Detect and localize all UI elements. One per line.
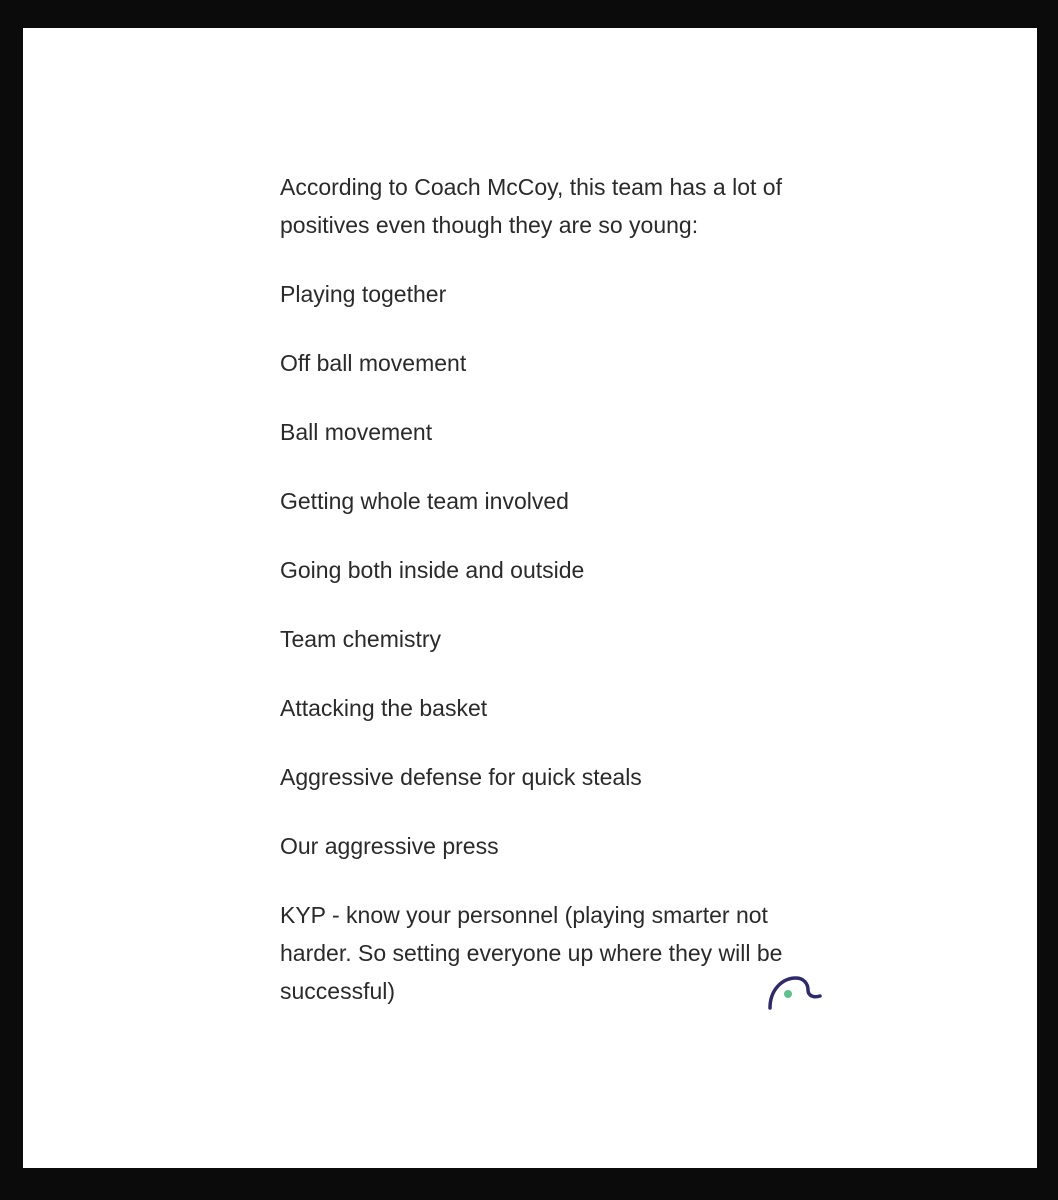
list-item: KYP - know your personnel (playing smarter not harder. So setting everyone up where they will be successful) bbox=[280, 902, 783, 1004]
document-content bbox=[280, 168, 840, 1010]
list-item: Team chemistry bbox=[280, 626, 442, 652]
document-page bbox=[23, 28, 1037, 1168]
list-item: Off ball movement bbox=[280, 350, 467, 376]
list-item: Getting whole team involved bbox=[280, 488, 569, 514]
positives-list bbox=[280, 275, 840, 1010]
list-item: Going both inside and outside bbox=[280, 557, 585, 583]
list-item: Aggressive defense for quick steals bbox=[280, 764, 642, 790]
list-item: Our aggressive press bbox=[280, 833, 499, 859]
list-item: Playing together bbox=[280, 281, 447, 307]
list-item: Attacking the basket bbox=[280, 695, 488, 721]
list-item: Ball movement bbox=[280, 419, 433, 445]
intro-paragraph: According to Coach McCoy, this team has a lot of positives even though they are so young: bbox=[280, 174, 782, 238]
app-logo-icon bbox=[766, 968, 826, 1012]
